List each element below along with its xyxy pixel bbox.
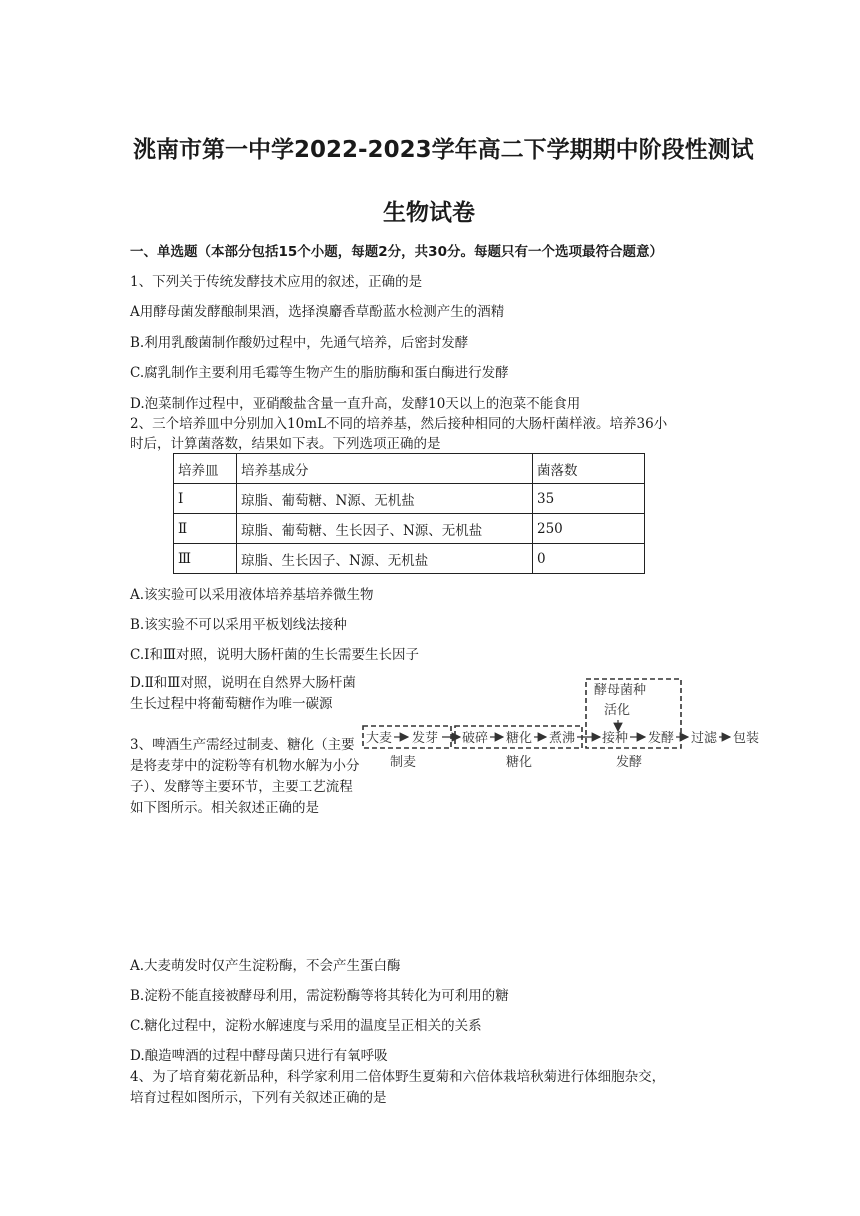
table-cell: Ⅱ — [174, 514, 237, 544]
table-cell: Ⅲ — [174, 544, 237, 574]
q1-option-c: C.腐乳制作主要利用毛霉等生物产生的脂肪酶和蛋白酶进行发酵 — [130, 365, 509, 381]
yeast-strain-label: 酵母菌种 — [594, 683, 647, 698]
q2-option-d: D.Ⅱ和Ⅲ对照，说明在自然界大肠杆菌生长过程中将葡萄糖作为唯一碳源 — [130, 675, 356, 712]
table-cell: Ⅰ — [174, 484, 237, 514]
table-cell: 琼脂、葡萄糖、N源、无机盐 — [237, 484, 533, 514]
page-subtitle: 生物试卷 — [383, 200, 475, 226]
q3-stem: 3、啤酒生产需经过制麦、糖化（主要是将麦芽中的淀粉等有机物水解为小分子）、发酵等主要环节，主要工艺流程如下图所示。相关叙述正确的是 — [130, 737, 360, 816]
flow-step: 接种 — [602, 731, 629, 746]
culture-table — [173, 453, 645, 574]
table-row — [174, 484, 645, 514]
stage-label: 制麦 — [390, 755, 417, 770]
flow-step: 发酵 — [648, 731, 675, 746]
q1-option-d: D.泡菜制作过程中，亚硝酸盐含量一直升高，发酵10天以上的泡菜不能食用 — [130, 396, 581, 412]
q2-option-c: C.Ⅰ和Ⅲ对照，说明大肠杆菌的生长需要生长因子 — [130, 647, 419, 663]
q2-stem-line2: 时后，计算菌落数，结果如下表。下列选项正确的是 — [130, 436, 441, 452]
table-cell: 0 — [533, 544, 645, 574]
table-header-cell: 菌落数 — [533, 454, 645, 484]
table-cell: 琼脂、葡萄糖、生长因子、N源、无机盐 — [237, 514, 533, 544]
brewing-flow-diagram — [360, 676, 780, 786]
table-cell: 250 — [533, 514, 645, 544]
table-cell: 琼脂、生长因子、N源、无机盐 — [237, 544, 533, 574]
q1-option-a: A用酵母菌发酵酿制果酒，选择溴麝香草酚蓝水检测产生的酒精 — [130, 304, 505, 320]
q4-stem-line1: 4、为了培育菊花新品种，科学家利用二倍体野生夏菊和六倍体栽培秋菊进行体细胞杂交， — [130, 1069, 666, 1085]
table-cell: 35 — [533, 484, 645, 514]
flow-step: 包装 — [733, 731, 760, 746]
section-heading: 一、单选题（本部分包括15个小题，每题2分，共30分。每题只有一个选项最符合题意） — [130, 244, 663, 260]
flow-step: 糖化 — [506, 731, 533, 746]
table-header-cell: 培养基成分 — [237, 454, 533, 484]
q3-option-d: D.酿造啤酒的过程中酵母菌只进行有氧呼吸 — [130, 1048, 388, 1064]
q2-option-b: B.该实验不可以采用平板划线法接种 — [130, 617, 347, 633]
table-row — [174, 514, 645, 544]
flow-step: 过滤 — [691, 731, 718, 746]
table-header-row — [174, 454, 645, 484]
flow-step: 破碎 — [462, 731, 489, 746]
page-title: 洮南市第一中学2022-2023学年高二下学期期中阶段性测试 — [133, 137, 754, 163]
flow-step: 大麦 — [366, 731, 393, 746]
stage-label: 糖化 — [506, 755, 533, 770]
activation-label: 活化 — [604, 703, 631, 718]
q3-option-b: B.淀粉不能直接被酵母利用，需淀粉酶等将其转化为可利用的糖 — [130, 988, 509, 1004]
q3-option-c: C.糖化过程中，淀粉水解速度与采用的温度呈正相关的关系 — [130, 1018, 482, 1034]
q4-stem-line2: 培育过程如图所示，下列有关叙述正确的是 — [130, 1090, 387, 1106]
flow-step: 煮沸 — [549, 731, 576, 746]
q1-stem: 1、下列关于传统发酵技术应用的叙述，正确的是 — [130, 274, 423, 290]
q3-option-a: A.大麦萌发时仅产生淀粉酶，不会产生蛋白酶 — [130, 958, 401, 974]
stage-label: 发酵 — [616, 755, 643, 770]
table-row — [174, 544, 645, 574]
q1-option-b: B.利用乳酸菌制作酸奶过程中，先通气培养，后密封发酵 — [130, 335, 469, 351]
q2-option-a: A.该实验可以采用液体培养基培养微生物 — [130, 587, 374, 603]
flow-step: 发芽 — [412, 731, 439, 746]
table-header-cell: 培养皿 — [174, 454, 237, 484]
q2-stem-line1: 2、三个培养皿中分别加入10mL不同的培养基，然后接种相同的大肠杆菌样液。培养36小 — [130, 416, 668, 432]
